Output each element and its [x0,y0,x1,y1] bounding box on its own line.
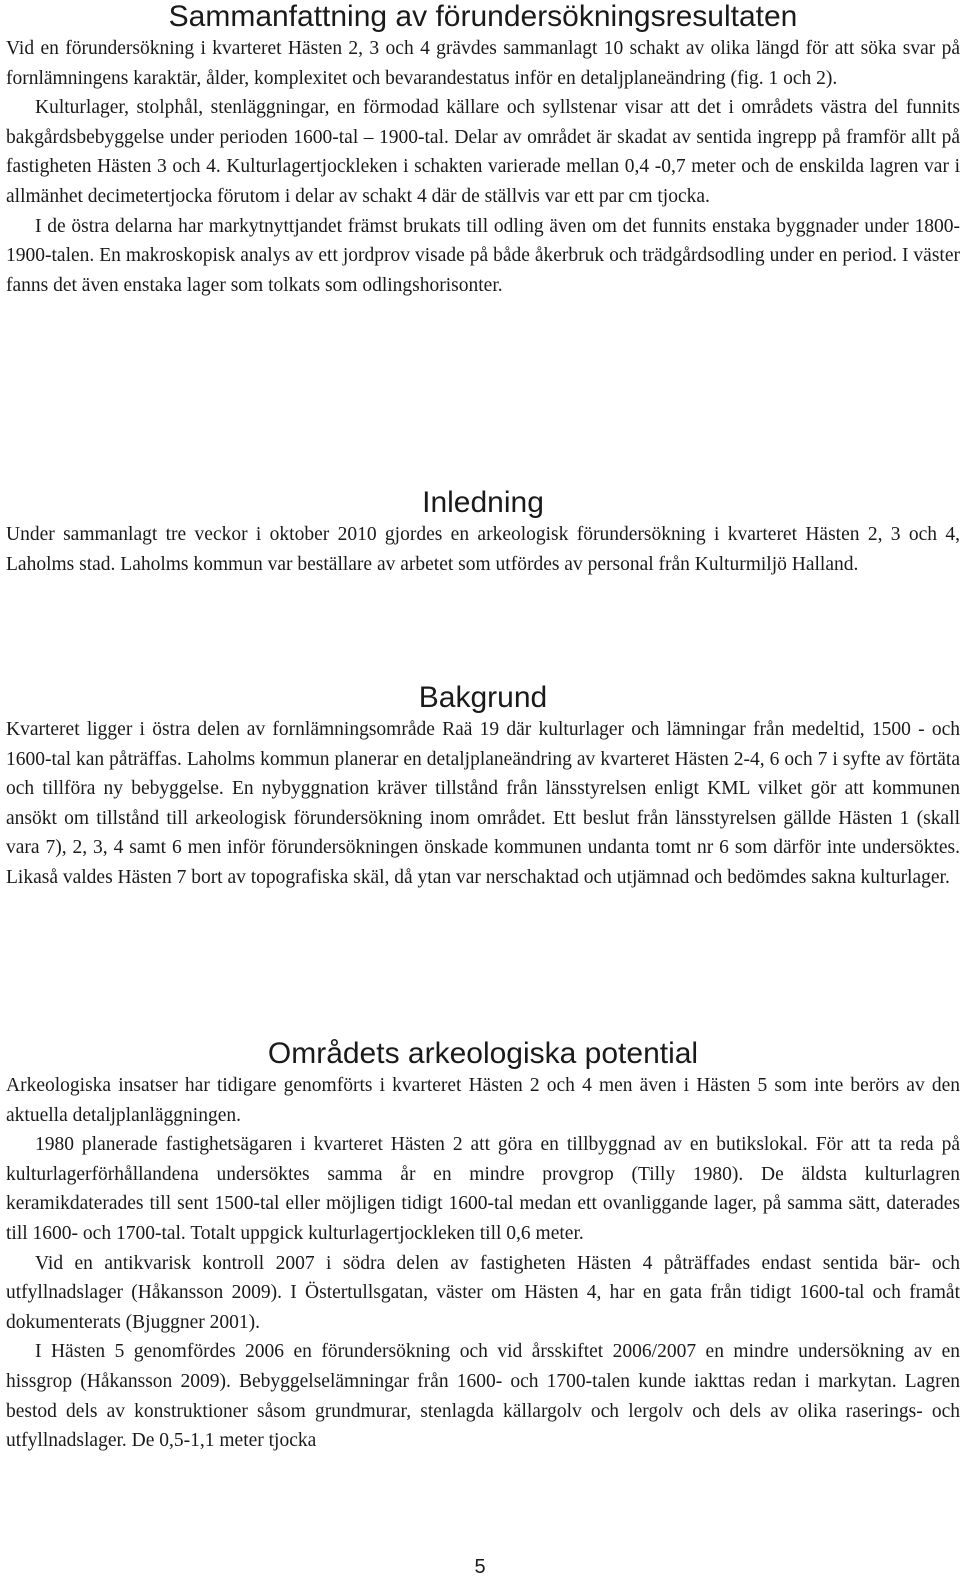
summary-paragraph-3: I de östra delarna har markytnyttjandet främst brukats till odling även om det funnits enstaka byggnader under 1800-1900-talen. En makroskopisk analys av ett jordprov visade på både åkerbruk och trädgårdsodling under en period. I väster fanns det även enstaka lager som tolkats som odlingshorisonter. [6,215,960,296]
potential-paragraph-4: I Hästen 5 genomfördes 2006 en förundersökning och vid årsskiftet 2006/2007 en mindre undersökning av en hissgrop (Håkansson 2009). Bebyggelselämningar från 1600- och 1700-talen kunde iakttas redan i markytan. Lagren bestod dels av konstruktioner såsom grundmurar, stenlagda källargolv och lergolv och dels av olika raserings- och utfyllnadslager. De 0,5-1,1 meter tjocka [6,1341,960,1452]
background-heading: Bakgrund [418,681,548,714]
summary-section [6,0,960,300]
introduction-section [6,486,960,579]
background-paragraph-1: Kvarteret ligger i östra delen av fornlämningsområde Raä 19 där kulturlager och lämningar från medeltid, 1500 - och 1600-tal kan påträffas. Laholms kommun planerar en detaljplaneändring av kvarteret Hästen 2-4, 6 och 7 i syfte av förtäta och tillföra ny bebyggelse. En nybyggnation kräver tillstånd från länsstyrelsen enligt KML vilket gör att kommunen ansökt om tillstånd till arkeologisk förundersökning inom området. Ett beslut från länsstyrelsen gällde Hästen 1 (skall vara 7), 2, 3, 4 samt 6 men inför förundersökningen önskade kommunen undanta tomt nr 6 som därför inte undersöktes. Likaså valdes Hästen 7 bort av topografiska skäl, då ytan var nerschaktad och utjämnad och bedömdes sakna kulturlager. [6,719,960,888]
background-section [6,681,960,893]
potential-section [6,1037,960,1456]
page-number: 5 [474,1556,486,1578]
potential-paragraph-1: Arkeologiska insatser har tidigare genomförts i kvarteret Hästen 2 och 4 men även i Hästen 5 som inte berörs av den aktuella detaljplanläggningen. [6,1075,960,1126]
potential-heading: Områdets arkeologiska potential [267,1037,699,1070]
introduction-heading: Inledning [422,486,544,519]
summary-heading: Sammanfattning av förundersökningsresultaten [168,0,798,33]
summary-paragraph-1: Vid en förundersökning i kvarteret Hästen 2, 3 och 4 grävdes sammanlagt 10 schakt av olika längd för att söka svar på fornlämningens karaktär, ålder, komplexitet och bevarandestatus inför en detaljplaneändring (fig. 1 och 2). [6,38,960,89]
summary-paragraph-2: Kulturlager, stolphål, stenläggningar, en förmodad källare och syllstenar visar att det i områdets västra del funnits bakgårdsbebyggelse under perioden 1600-tal – 1900-tal. Delar av området är skadat av sentida ingrepp på framför allt på fastigheten Hästen 3 och 4. Kulturlagertjockleken i schakten varierade mellan 0,4 -0,7 meter och de enskilda lagren var i allmänhet decimetertjocka förutom i delar av schakt 4 där de ställvis var ett par cm tjocka. [6,97,960,207]
introduction-paragraph-1: Under sammanlagt tre veckor i oktober 2010 gjordes en arkeologisk förundersökning i kvarteret Hästen 2, 3 och 4, Laholms stad. Laholms kommun var beställare av arbetet som utfördes av personal från Kulturmiljö Halland. [6,524,960,575]
potential-paragraph-2: 1980 planerade fastighetsägaren i kvarteret Hästen 2 att göra en tillbyggnad av en butikslokal. För att ta reda på kulturlagerförhållandena undersöktes samma år en mindre provgrop (Tilly 1980). De äldsta kulturlagren keramikdaterades till sent 1500-tal eller möjligen tidigt 1600-tal medan ett ovanliggande lager, på samma sätt, daterades till 1600- och 1700-tal. Totalt uppgick kulturlagertjockleken till 0,6 meter. [6,1134,960,1244]
potential-paragraph-3: Vid en antikvarisk kontroll 2007 i södra delen av fastigheten Hästen 4 påträffades endast sentida bär- och utfyllnadslager (Håkansson 2009). I Östertullsgatan, väster om Hästen 4, har en gata från tidigt 1600-tal och framåt dokumenterats (Bjuggner 2001). [6,1252,960,1333]
